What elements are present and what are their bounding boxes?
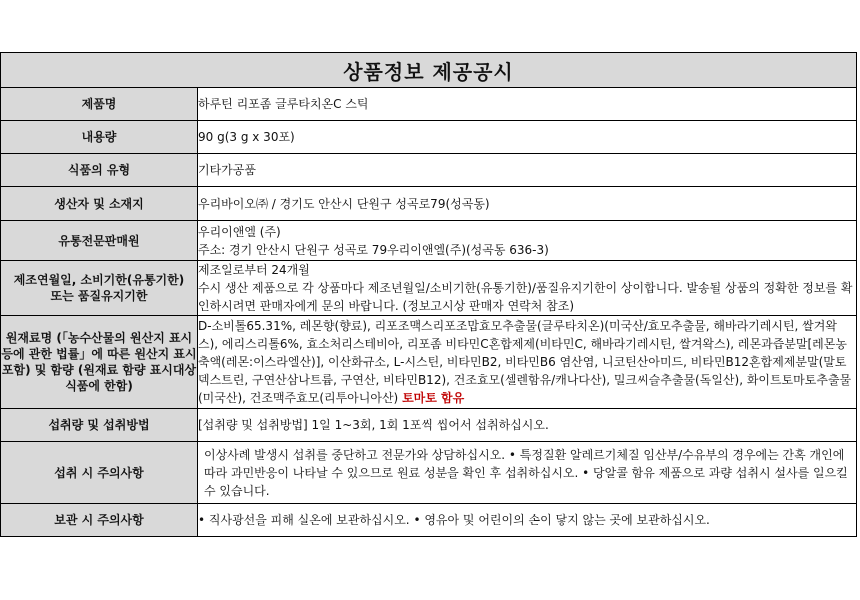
shelf-life-period: 제조일로부터 24개월 [198,263,310,277]
label-storage-caution: 보관 시 주의사항 [1,504,198,537]
label-shelf-life-line-1: 제조연월일, 소비기한(유통기한) [13,273,185,287]
label-ingredients: 원재료명 (「농수산물의 원산지 표시 등에 관한 법률」에 따른 원산지 표시 포함) 및 함량 (원재료 함량 표시대상 식품에 한함) [1,316,198,409]
value-intake-caution: 이상사례 발생시 섭취를 중단하고 전문가와 상담하십시오. • 특정질환 알레르기체질 임산부/수유부의 경우에는 간혹 개인에 따라 과민반응이 나타날 수 있으므로 원료 성분을 확인 후 섭취하십시오. • 당알콜 함유 제품으로 과량 섭취시 설사를 일으킬 수 있습니다. [198,442,857,504]
allergen-highlight: 토마토 함유 [402,391,465,405]
label-manufacturer: 생산자 및 소재지 [1,187,198,221]
row-intake-caution [1,442,857,504]
row-intake [1,409,857,442]
row-food-type [1,154,857,187]
value-shelf-life [198,261,857,316]
label-product-name: 제품명 [1,88,198,121]
row-shelf-life [1,261,857,316]
label-food-type: 식품의 유형 [1,154,198,187]
value-manufacturer: 우리바이오㈜ / 경기도 안산시 단원구 성곡로79(성곡동) [198,187,857,221]
value-ingredients [198,316,857,409]
row-distributor [1,221,857,261]
value-storage-caution: • 직사광선을 피해 실온에 보관하십시오. • 영유아 및 어린이의 손이 닿지 않는 곳에 보관하십시오. [198,504,857,537]
row-ingredients [1,316,857,409]
value-product-name: 하루틴 리포좀 글루타치온C 스틱 [198,88,857,121]
product-info-table [0,52,857,537]
value-intake: [섭취량 및 섭취방법] 1일 1~3회, 1회 1포씩 씹어서 섭취하십시오. [198,409,857,442]
label-intake: 섭취량 및 섭취방법 [1,409,198,442]
label-intake-caution: 섭취 시 주의사항 [1,442,198,504]
label-net-content: 내용량 [1,121,198,154]
distributor-address: 주소: 경기 안산시 단원구 성곡로 79우리이앤엘(주)(성곡동 636-3) [198,242,549,257]
label-shelf-life-line-2: 또는 품질유지기한 [50,289,148,303]
distributor-name: 우리이앤엘 (주) [198,224,281,239]
row-product-name [1,88,857,121]
row-storage-caution [1,504,857,537]
label-distributor: 유통전문판매원 [1,221,198,261]
row-net-content [1,121,857,154]
value-food-type: 기타가공품 [198,154,857,187]
value-distributor [198,221,857,261]
ingredients-text: D-소비톨65.31%, 레몬향(향료), 리포조맥스리포조맙효모추출물(글루타치온)(미국산/효모추출물, 해바라기레시틴, 쌀겨왁스), 에리스리톨6%, 효소처리스테비아, 리포좀 비타민C혼합제제(비타민C, 해바라기레시틴, 쌀겨왁스), 레몬과즙분말[레몬농축액(레몬:이스라엘산)], 이산화규소, L-시스틴, 비타민B2, 비타민B6 염산염, 니코틴산아미드, 비타민B12혼합제제분말(말토덱스트린, 구연산삼나트륨, 구연산, 비타민B12), 건조효모(셀렌함유/캐나다산), 밀크씨슬추출물(독일산), 화이트토마토추출물(미국산), 건조맥주효모(리투아니아산) [198,319,852,405]
table-title: 상품정보 제공공시 [1,53,857,88]
label-shelf-life [1,261,198,316]
value-net-content: 90 g(3 g x 30포) [198,121,857,154]
shelf-life-notice: 수시 생산 제품으로 각 상품마다 제조년월일/소비기한(유통기한)/품질유지기한이 상이합니다. 발송될 상품의 정확한 정보를 확인하시려면 판매자에게 문의 바랍니다. (정보고시상 판매자 연락처 참조) [198,281,853,313]
row-manufacturer [1,187,857,221]
